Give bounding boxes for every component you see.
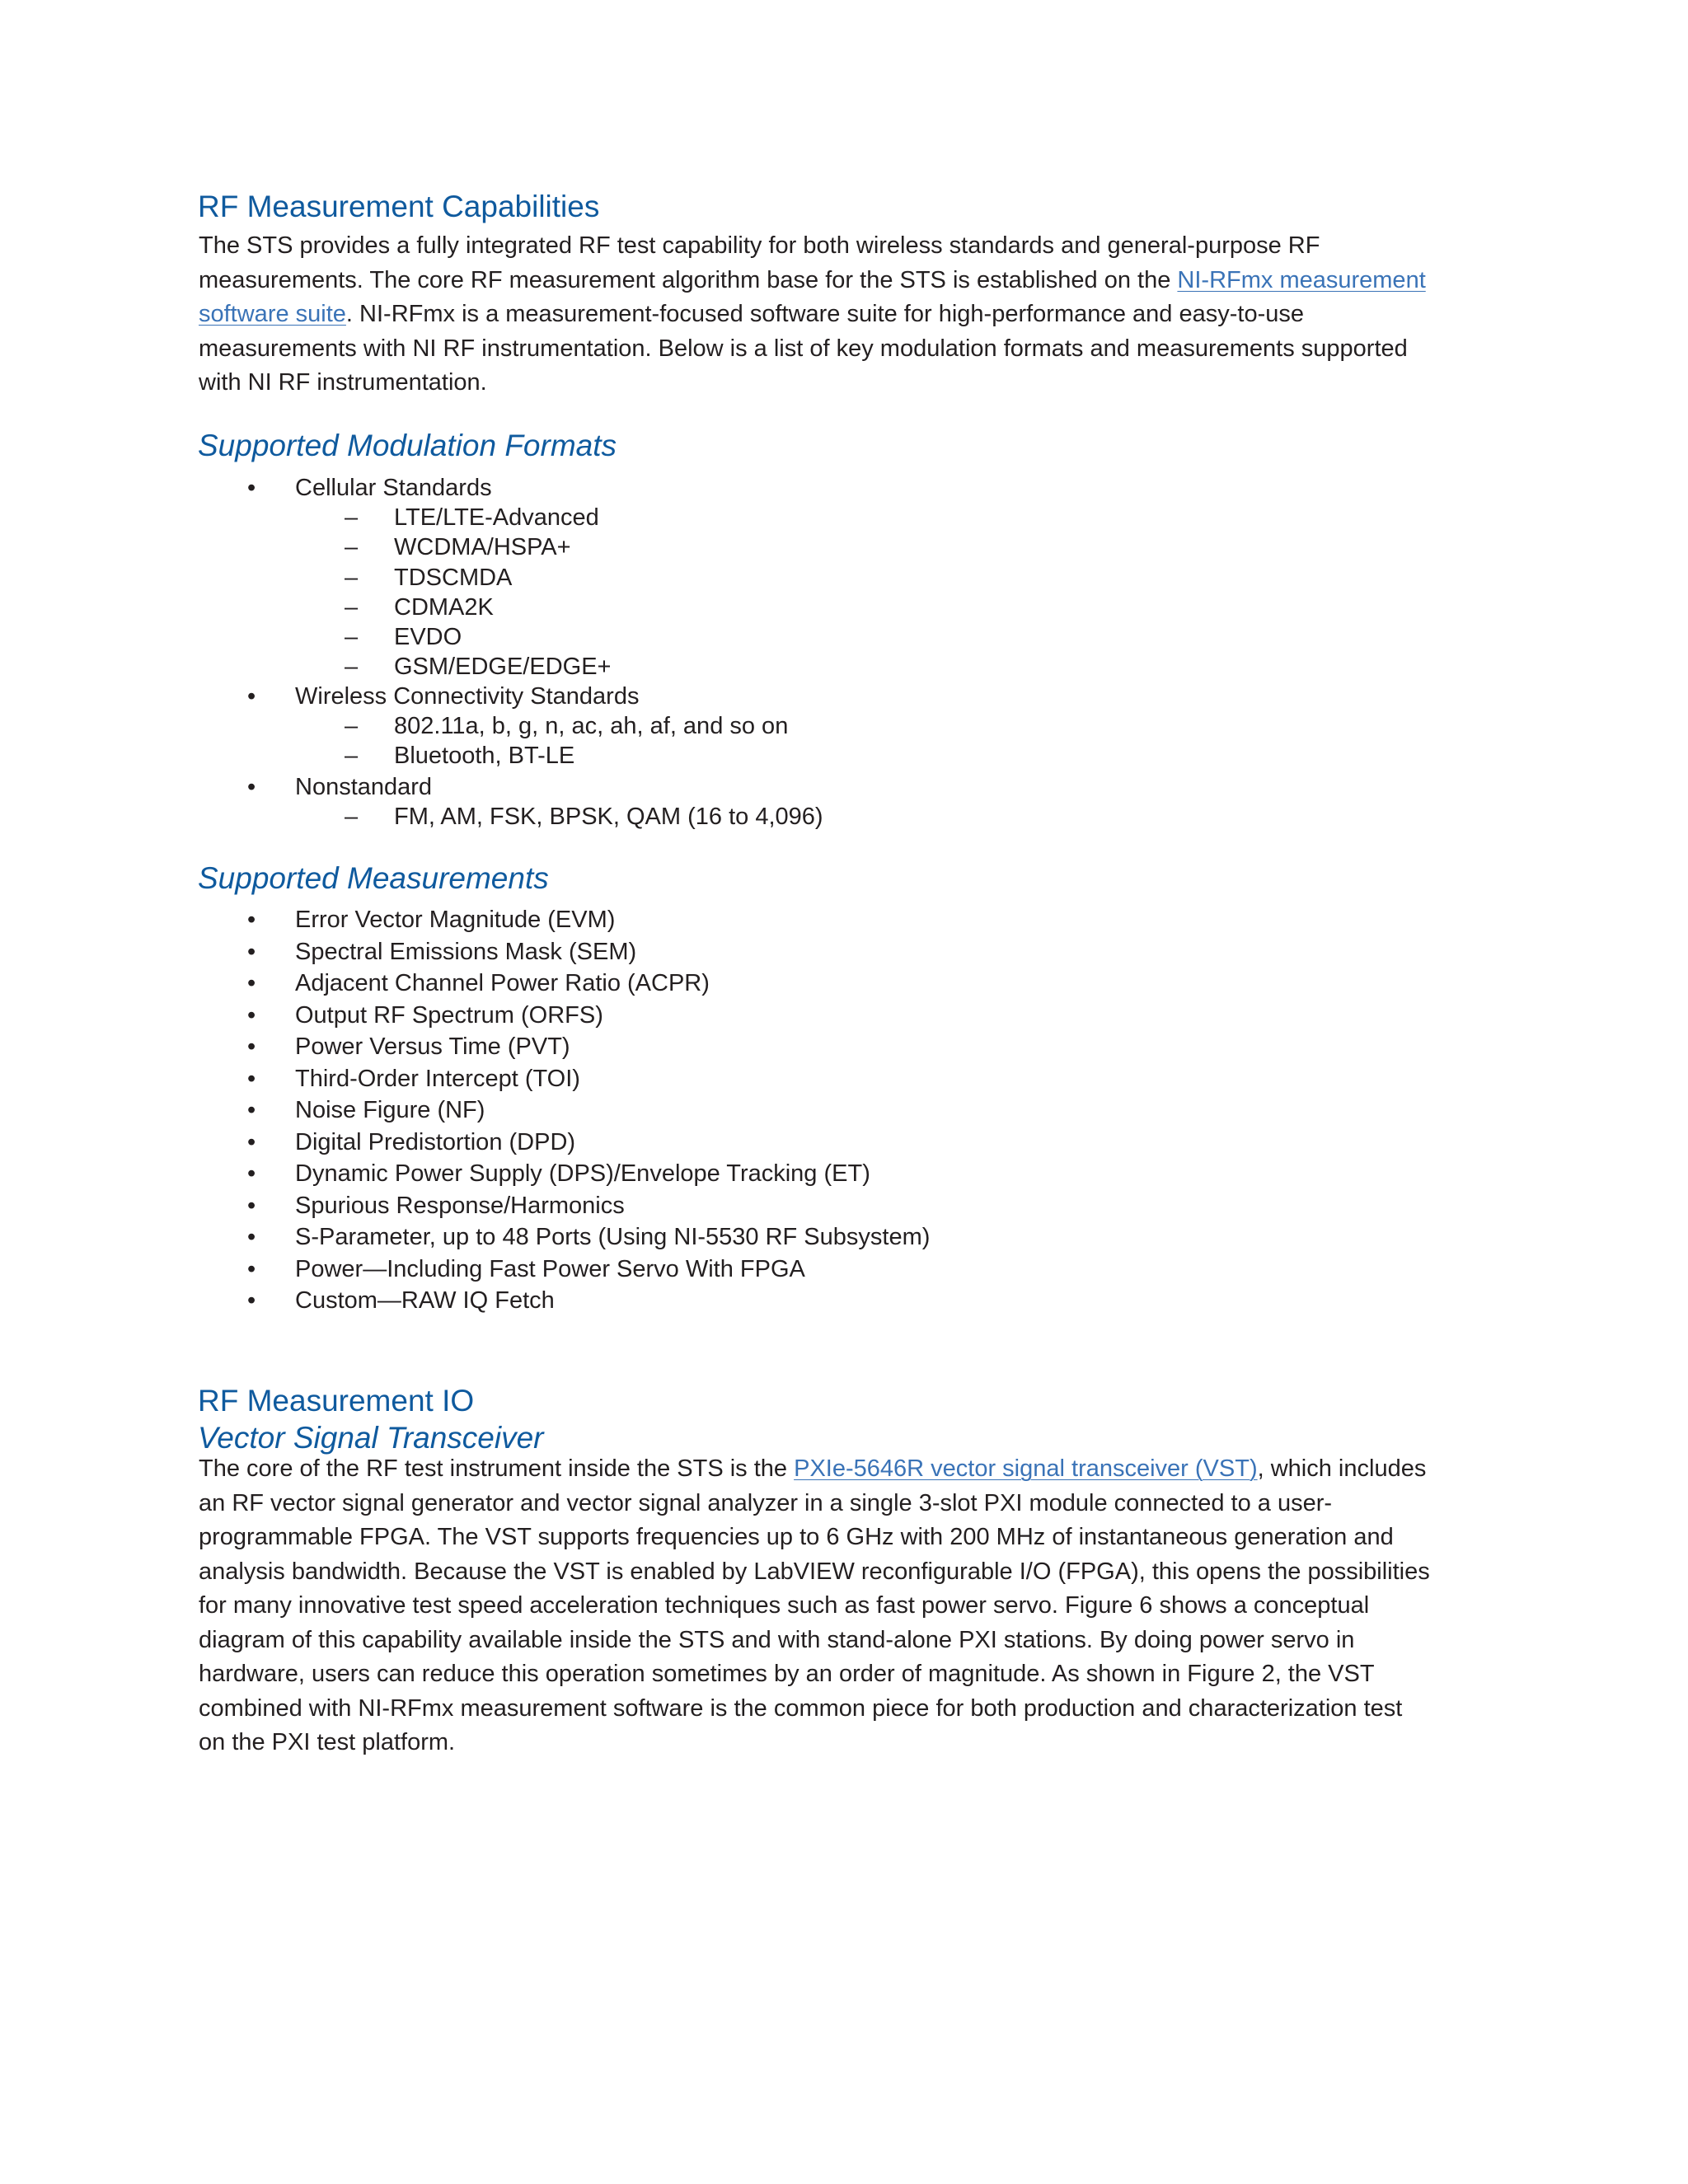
bullet-icon: •: [247, 1065, 256, 1092]
paragraph-text: combined with NI-RFmx measurement software is the common piece for both production and characterization test: [199, 1694, 1403, 1722]
bullet-icon: •: [247, 774, 256, 800]
bullet-icon: •: [247, 1097, 256, 1123]
paragraph-text: on the PXI test platform.: [199, 1729, 456, 1755]
list-item: Spectral Emissions Mask (SEM): [295, 938, 637, 965]
paragraph-line: [199, 1589, 1501, 1624]
paragraph-line: [199, 1555, 1501, 1590]
bullet-icon: •: [247, 1224, 256, 1250]
paragraph-text: The core of the RF test instrument inside the STS is the: [199, 1455, 795, 1482]
list-item: Wireless Connectivity Standards: [295, 683, 640, 710]
list-item: Power Versus Time (PVT): [295, 1033, 570, 1060]
sub-list-item: GSM/EDGE/EDGE+: [394, 654, 612, 681]
dash-icon: –: [345, 564, 359, 591]
paragraph-text: for many innovative test speed acceleration techniques such as fast power servo. Figure 6 shows a conceptual: [199, 1592, 1370, 1619]
paragraph-text: . NI-RFmx is a measurement-focused software suite for high-performance and easy-to-use: [345, 301, 1305, 327]
dash-icon: –: [345, 624, 359, 650]
section-heading-rf-measurement-io: RF Measurement IO: [198, 1384, 475, 1418]
paragraph-line: [199, 1452, 1501, 1487]
paragraph-line: [199, 1624, 1501, 1658]
dash-icon: –: [345, 804, 359, 831]
subheading-vector-signal-transceiver: Vector Signal Transceiver: [198, 1421, 544, 1455]
sub-list-item: Bluetooth, BT-LE: [394, 743, 575, 770]
list-item: Power—Including Fast Power Servo With FPGA: [295, 1255, 805, 1282]
sub-list-item: WCDMA/HSPA+: [394, 534, 571, 561]
dash-icon: –: [345, 713, 359, 740]
list-item: Adjacent Channel Power Ratio (ACPR): [295, 970, 710, 996]
paragraph-text: The STS provides a fully integrated RF test capability for both wireless standards and general-purpose RF: [199, 232, 1320, 259]
list-item: Spurious Response/Harmonics: [295, 1192, 625, 1219]
sub-list-item: TDSCMDA: [394, 564, 513, 591]
paragraph-text: , which includes: [1257, 1455, 1427, 1482]
bullet-icon: •: [247, 970, 256, 996]
sub-list-item: CDMA2K: [394, 593, 494, 621]
paragraph-text: diagram of this capability available inside the STS and with stand-alone PXI stations. By doing power servo in: [199, 1626, 1355, 1653]
paragraph-line: [199, 1726, 1501, 1760]
subheading-supported-modulation-formats: Supported Modulation Formats: [198, 429, 617, 462]
hyperlink[interactable]: PXIe-5646R vector signal transceiver (VST): [794, 1455, 1258, 1482]
paragraph-line: [199, 1521, 1501, 1555]
bullet-icon: •: [247, 1128, 256, 1155]
dash-icon: –: [345, 504, 359, 532]
sub-list-item: LTE/LTE-Advanced: [394, 504, 599, 532]
sub-list-item: EVDO: [394, 624, 462, 650]
paragraph-line: [199, 298, 1501, 332]
list-item: Cellular Standards: [295, 475, 492, 501]
bullet-icon: •: [247, 1287, 256, 1314]
paragraph-line: [199, 1487, 1501, 1521]
bullet-icon: •: [247, 1192, 256, 1219]
list-item: Third-Order Intercept (TOI): [295, 1065, 580, 1092]
paragraph-line: [199, 264, 1501, 298]
bullet-icon: •: [247, 1160, 256, 1187]
intro-paragraph: [199, 229, 1501, 401]
sub-list-item: 802.11a, b, g, n, ac, ah, af, and so on: [394, 713, 789, 740]
list-item: Digital Predistortion (DPD): [295, 1128, 576, 1155]
list-item: Noise Figure (NF): [295, 1097, 485, 1123]
paragraph-text: measurements. The core RF measurement algorithm base for the STS is established on the: [199, 266, 1178, 293]
list-item: Nonstandard: [295, 774, 433, 800]
paragraph-text: programmable FPGA. The VST supports frequencies up to 6 GHz with 200 MHz of instantaneous generation and: [199, 1524, 1394, 1550]
list-item: Custom—RAW IQ Fetch: [295, 1287, 555, 1314]
bullet-icon: •: [247, 1255, 256, 1282]
bullet-icon: •: [247, 475, 256, 501]
list-item: S-Parameter, up to 48 Ports (Using NI-5530 RF Subsystem): [295, 1224, 931, 1250]
paragraph-line: [199, 332, 1501, 367]
paragraph-text: with NI RF instrumentation.: [199, 369, 487, 396]
dash-icon: –: [345, 593, 359, 621]
hyperlink[interactable]: NI-RFmx measurement: [1177, 266, 1426, 293]
paragraph-line: [199, 1692, 1501, 1727]
list-item: Error Vector Magnitude (EVM): [295, 907, 616, 933]
list-item: Dynamic Power Supply (DPS)/Envelope Tracking (ET): [295, 1160, 870, 1187]
paragraph-text: an RF vector signal generator and vector signal analyzer in a single 3-slot PXI module connected to a user-: [199, 1489, 1333, 1516]
hyperlink[interactable]: software suite: [199, 301, 346, 327]
paragraph-line: [199, 366, 1501, 401]
paragraph-text: analysis bandwidth. Because the VST is enabled by LabVIEW reconfigurable I/O (FPGA), this opens the possibilities: [199, 1558, 1430, 1585]
list-item: Output RF Spectrum (ORFS): [295, 1001, 603, 1029]
section-heading-rf-measurement-capabilities: RF Measurement Capabilities: [198, 190, 600, 223]
dash-icon: –: [345, 534, 359, 561]
bullet-icon: •: [247, 1001, 256, 1029]
dash-icon: –: [345, 654, 359, 681]
paragraph-line: [199, 1657, 1501, 1692]
sub-list-item: FM, AM, FSK, BPSK, QAM (16 to 4,096): [394, 804, 823, 831]
paragraph-text: hardware, users can reduce this operation sometimes by an order of magnitude. As shown in Figure 2, the VST: [199, 1661, 1375, 1687]
paragraph-line: [199, 229, 1501, 264]
paragraph-text: measurements with NI RF instrumentation. Below is a list of key modulation formats and measurements supported: [199, 335, 1408, 362]
bullet-icon: •: [247, 683, 256, 710]
bullet-icon: •: [247, 938, 256, 965]
bullet-icon: •: [247, 1033, 256, 1060]
bullet-icon: •: [247, 907, 256, 933]
subheading-supported-measurements: Supported Measurements: [198, 861, 549, 895]
dash-icon: –: [345, 743, 359, 770]
vst-paragraph: [199, 1452, 1501, 1760]
